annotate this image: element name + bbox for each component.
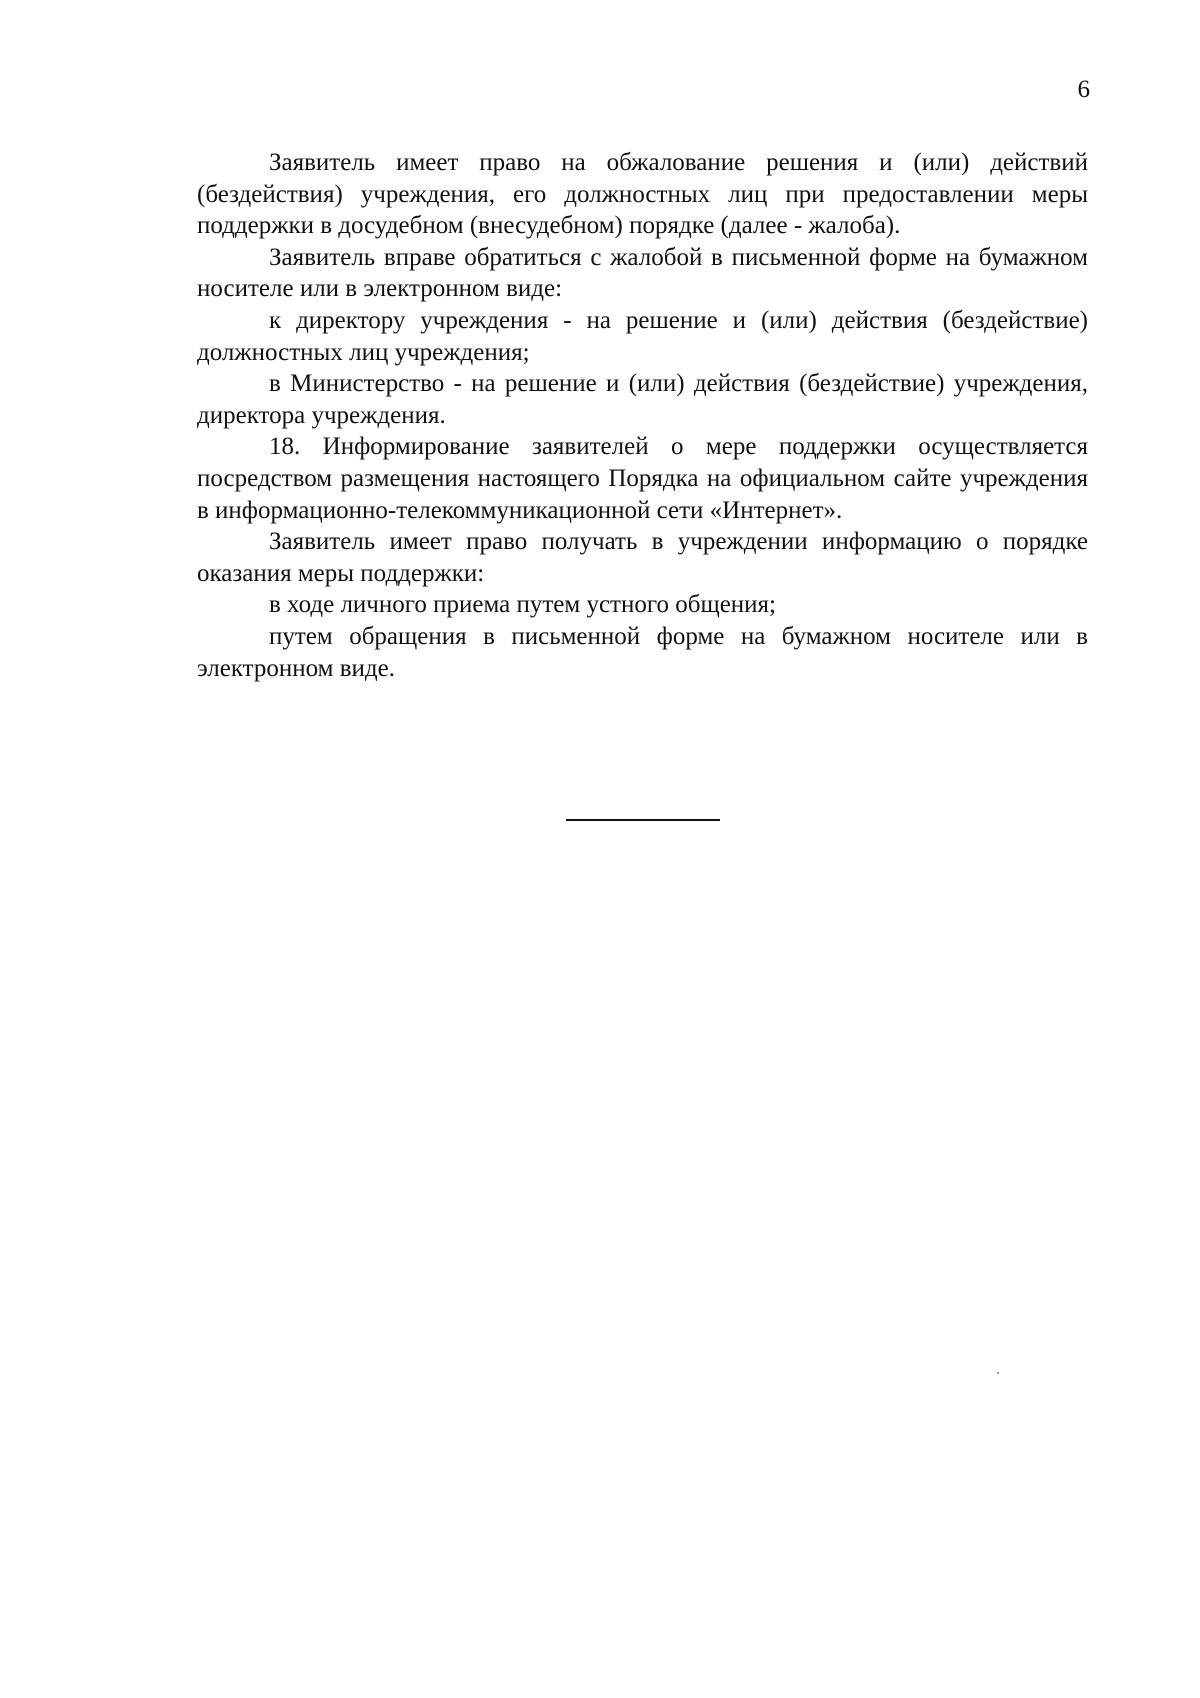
paragraph-to-ministry: в Министерство - на решение и (или) действия (бездействие) учреждения, директора учреждения. (197, 370, 1088, 429)
document-body (197, 147, 1088, 684)
page-number: 6 (1077, 76, 1090, 103)
paragraph-appeal-right: Заявитель имеет право на обжалование решения и (или) действий (бездействия) учреждения, его должностных лиц при предоставлении меры поддержки в досудебном (внесудебном) порядке (далее - жалоба). (197, 149, 1088, 240)
paragraph-to-director: к директору учреждения - на решение и (или) действия (бездействие) должностных лиц учреждения; (197, 306, 1088, 366)
paragraph-written-request: путем обращения в письменной форме на бумажном носителе или в электронном виде. (197, 622, 1088, 682)
paragraph-complaint-form: Заявитель вправе обратиться с жалобой в письменной форме на бумажном носителе или в электронном виде: (197, 243, 1088, 303)
paragraph-personal-reception: в ходе личного приема путем устного общения; (269, 591, 777, 619)
paragraph-section-18: 18. Информирование заявителей о мере поддержки осуществляется посредством размещения настоящего Порядка на официальном сайте учреждения в информационно-телекоммуникационной сети «Интернет». (197, 433, 1088, 524)
paragraph-information-right: Заявитель имеет право получать в учреждении информацию о порядке оказания меры поддержки: (197, 528, 1088, 587)
scan-speck (997, 1372, 999, 1374)
closing-divider (566, 819, 720, 821)
